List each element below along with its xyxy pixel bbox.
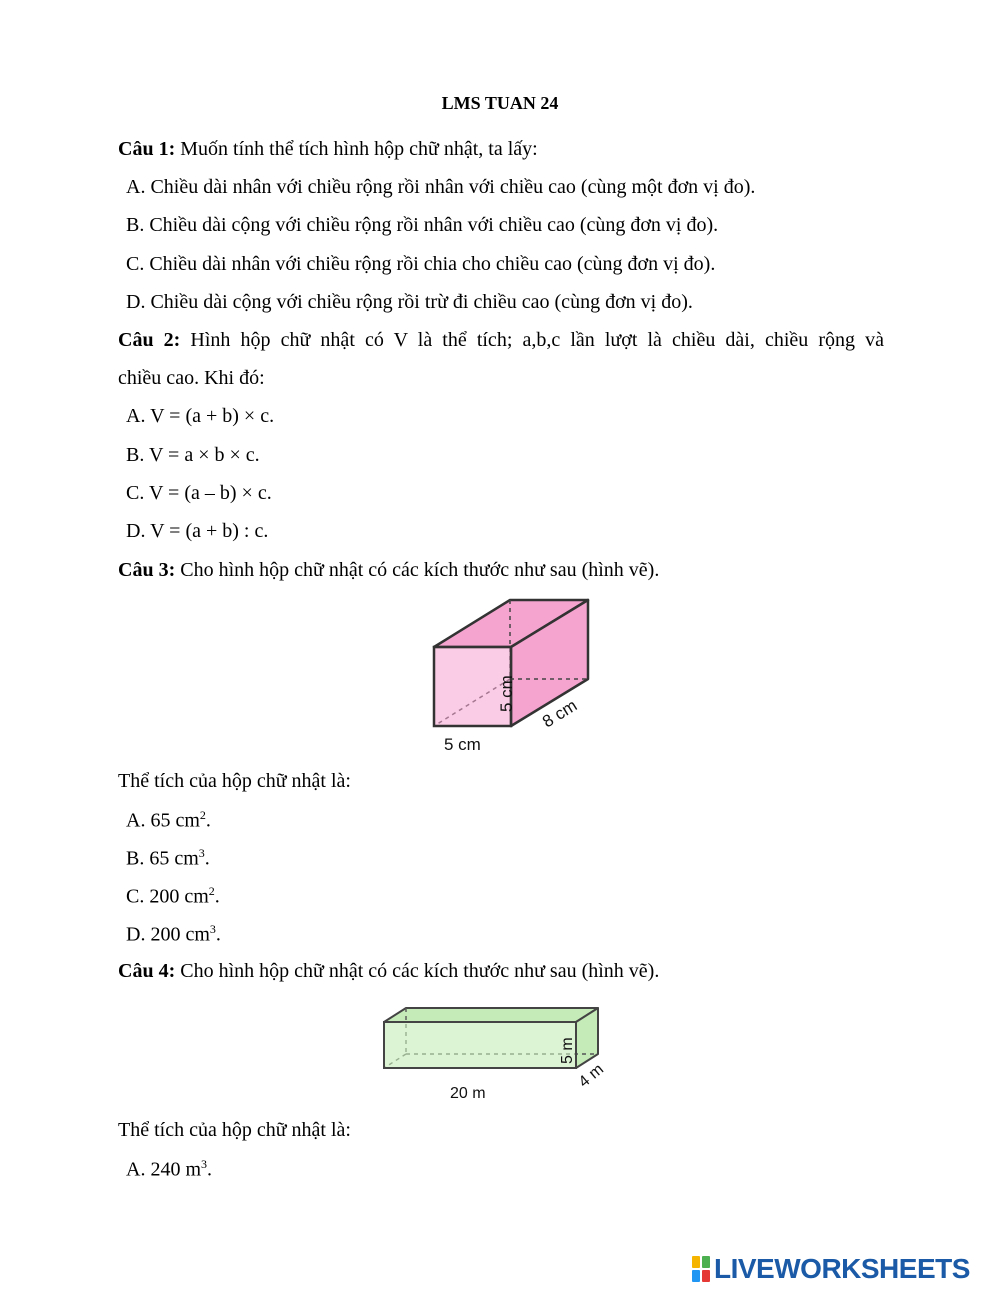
question-2	[118, 329, 884, 352]
question-1-option-c: C. Chiều dài nhân với chiều rộng rồi chia cho chiều cao (cùng đơn vị đo).	[126, 253, 716, 275]
depth-label: 4 m	[575, 1060, 608, 1092]
option-text: B. 65 cm	[126, 847, 199, 870]
option-suffix: .	[214, 885, 220, 908]
question-3-label: Câu 3:	[118, 559, 176, 581]
figure-box-pink	[400, 590, 600, 760]
height-label: 5 cm	[497, 675, 516, 712]
question-2-text: Hình hộp chữ nhật có V là thể tích; a,b,c lần lượt là chiều dài, chiều rộng và	[180, 329, 884, 351]
question-3-prompt: Thể tích của hộp chữ nhật là:	[118, 770, 351, 792]
option-suffix: .	[204, 847, 210, 870]
question-4-option-a	[126, 1157, 212, 1182]
question-1-text: Muốn tính thể tích hình hộp chữ nhật, ta lấy:	[175, 138, 538, 160]
option-exponent: 3	[198, 846, 205, 860]
box-top-face	[384, 1008, 598, 1022]
question-1	[118, 138, 538, 161]
option-exponent: 2	[208, 884, 215, 898]
question-2-option-c: C. V = (a – b) × c.	[126, 482, 272, 504]
option-text: C. 200 cm	[126, 885, 209, 908]
question-2-label: Câu 2:	[118, 329, 181, 351]
option-suffix: .	[215, 923, 221, 946]
option-exponent: 3	[201, 1157, 207, 1171]
question-3-text: Cho hình hộp chữ nhật có các kích thước như sau (hình vẽ).	[175, 559, 660, 581]
width-label: 20 m	[450, 1085, 486, 1102]
question-3-option-c	[126, 884, 220, 909]
option-text: D. 200 cm	[126, 923, 210, 946]
question-2-option-b: B. V = a × b × c.	[126, 444, 260, 466]
logo-text: LIVEWORKSHEETS	[714, 1253, 970, 1284]
question-3-option-d	[126, 922, 221, 947]
question-1-option-a: A. Chiều dài nhân với chiều rộng rồi nhân với chiều cao (cùng một đơn vị đo).	[126, 176, 756, 198]
question-4-label: Câu 4:	[118, 960, 176, 982]
question-2-option-a: A. V = (a + b) × c.	[126, 405, 275, 427]
option-exponent: 3	[209, 922, 216, 936]
option-suffix: .	[205, 809, 211, 832]
question-2-option-d: D. V = (a + b) : c.	[126, 520, 269, 542]
height-label: 5 m	[559, 1037, 576, 1064]
question-4-prompt: Thể tích của hộp chữ nhật là:	[118, 1119, 351, 1141]
option-exponent: 2	[199, 808, 206, 822]
question-1-option-b: B. Chiều dài cộng với chiều rộng rồi nhân với chiều cao (cùng đơn vị đo).	[126, 214, 719, 236]
page-title: LMS TUAN 24	[441, 93, 559, 113]
width-label: 5 cm	[444, 735, 481, 754]
question-1-option-d: D. Chiều dài cộng với chiều rộng rồi trừ đi chiều cao (cùng đơn vị đo).	[126, 291, 693, 313]
question-3-option-a	[126, 808, 211, 833]
question-4-text: Cho hình hộp chữ nhật có các kích thước như sau (hình vẽ).	[175, 960, 660, 982]
liveworksheets-logo	[692, 1253, 970, 1285]
question-1-label: Câu 1:	[118, 138, 176, 160]
logo-mark-icon	[692, 1256, 712, 1282]
option-suffix: .	[207, 1158, 212, 1181]
question-2-text-cont: chiều cao. Khi đó:	[118, 367, 265, 389]
box-front-face	[384, 1022, 576, 1068]
question-3	[118, 559, 659, 582]
option-text: A. 65 cm	[126, 809, 200, 832]
depth-label: 8 cm	[539, 695, 581, 732]
question-3-option-b	[126, 846, 210, 871]
figure-box-green	[376, 1000, 616, 1110]
question-4	[118, 960, 659, 983]
option-text: A. 240 m	[126, 1158, 201, 1181]
